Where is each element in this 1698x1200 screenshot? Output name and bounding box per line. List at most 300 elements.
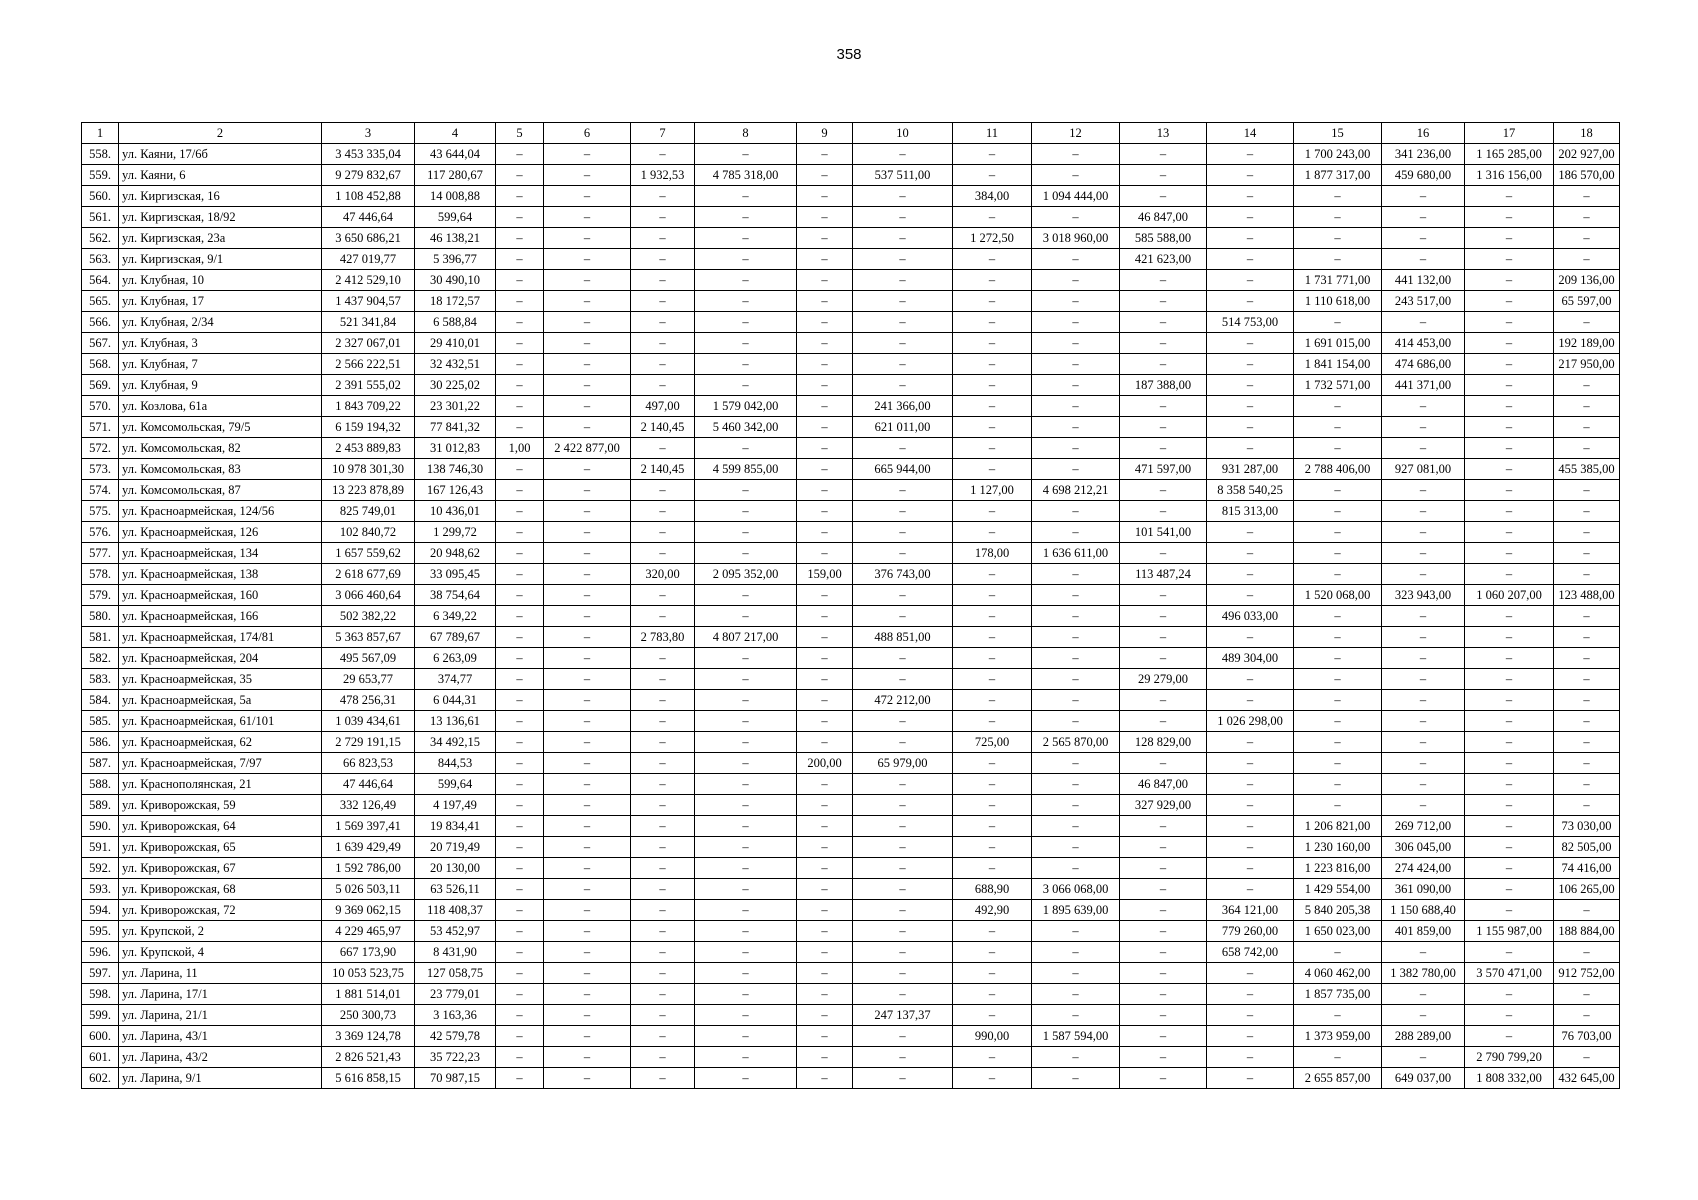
value-cell: –	[1294, 942, 1382, 963]
value-cell: –	[853, 1026, 953, 1047]
value-cell: –	[496, 207, 544, 228]
table-row	[82, 942, 1620, 963]
value-cell: 779 260,00	[1207, 921, 1294, 942]
value-cell: –	[797, 459, 853, 480]
value-cell: 1 437 904,57	[322, 291, 415, 312]
value-cell: –	[496, 711, 544, 732]
address-cell: ул. Криворожская, 68	[119, 879, 322, 900]
value-cell: 1 691 015,00	[1294, 333, 1382, 354]
value-cell: –	[1554, 480, 1620, 501]
value-cell: 3 066 460,64	[322, 585, 415, 606]
value-cell: –	[1554, 396, 1620, 417]
value-cell: 46 138,21	[415, 228, 496, 249]
value-cell: –	[953, 585, 1032, 606]
value-cell: –	[1120, 942, 1207, 963]
value-cell: 1 060 207,00	[1465, 585, 1554, 606]
value-cell: 496 033,00	[1207, 606, 1294, 627]
value-cell: –	[953, 816, 1032, 837]
value-cell: –	[1554, 627, 1620, 648]
value-cell: 46 847,00	[1120, 774, 1207, 795]
value-cell: 649 037,00	[1382, 1068, 1465, 1089]
value-cell: –	[1207, 207, 1294, 228]
value-cell: –	[631, 648, 695, 669]
value-cell: –	[1207, 774, 1294, 795]
table-row	[82, 690, 1620, 711]
value-cell: –	[1382, 795, 1465, 816]
value-cell: –	[496, 249, 544, 270]
value-cell: –	[853, 438, 953, 459]
value-cell: 6 044,31	[415, 690, 496, 711]
row-number-cell: 602.	[82, 1068, 119, 1089]
address-cell: ул. Красноармейская, 124/56	[119, 501, 322, 522]
value-cell: –	[1465, 816, 1554, 837]
value-cell: 2 391 555,02	[322, 375, 415, 396]
value-cell: –	[631, 1005, 695, 1026]
value-cell: 77 841,32	[415, 417, 496, 438]
value-cell: –	[544, 417, 631, 438]
row-number-cell: 572.	[82, 438, 119, 459]
value-cell: –	[1032, 606, 1120, 627]
value-cell: 38 754,64	[415, 585, 496, 606]
value-cell: –	[1554, 795, 1620, 816]
table-row	[82, 837, 1620, 858]
row-number-cell: 565.	[82, 291, 119, 312]
value-cell: –	[1120, 396, 1207, 417]
value-cell: –	[695, 879, 797, 900]
value-cell: 441 371,00	[1382, 375, 1465, 396]
address-cell: ул. Ларина, 43/2	[119, 1047, 322, 1068]
row-number-cell: 567.	[82, 333, 119, 354]
value-cell: –	[1032, 1068, 1120, 1089]
value-cell: –	[797, 249, 853, 270]
page-number: 358	[836, 46, 862, 63]
value-cell: –	[853, 1068, 953, 1089]
value-cell: –	[797, 879, 853, 900]
value-cell: –	[496, 501, 544, 522]
value-cell: 9 369 062,15	[322, 900, 415, 921]
value-cell: –	[797, 648, 853, 669]
value-cell: –	[797, 669, 853, 690]
value-cell: –	[1554, 1047, 1620, 1068]
value-cell: –	[1465, 711, 1554, 732]
value-cell: –	[496, 1005, 544, 1026]
value-cell: –	[1207, 354, 1294, 375]
value-cell: 474 686,00	[1382, 354, 1465, 375]
value-cell: –	[695, 375, 797, 396]
value-cell: –	[1032, 711, 1120, 732]
value-cell: –	[695, 228, 797, 249]
row-number-cell: 594.	[82, 900, 119, 921]
value-cell: –	[797, 984, 853, 1005]
value-cell: –	[496, 564, 544, 585]
value-cell: –	[544, 543, 631, 564]
value-cell: –	[695, 438, 797, 459]
value-cell: –	[1465, 1026, 1554, 1047]
value-cell: –	[1207, 669, 1294, 690]
value-cell: –	[631, 207, 695, 228]
value-cell: –	[797, 963, 853, 984]
value-cell: –	[1554, 984, 1620, 1005]
value-cell: –	[1207, 522, 1294, 543]
value-cell: –	[496, 648, 544, 669]
value-cell: –	[1465, 375, 1554, 396]
value-cell: –	[1382, 627, 1465, 648]
value-cell: 514 753,00	[1207, 312, 1294, 333]
value-cell: 46 847,00	[1120, 207, 1207, 228]
value-cell: –	[953, 375, 1032, 396]
table-row	[82, 627, 1620, 648]
value-cell: 599,64	[415, 774, 496, 795]
table-row	[82, 921, 1620, 942]
value-cell: 2 729 191,15	[322, 732, 415, 753]
value-cell: 5 616 858,15	[322, 1068, 415, 1089]
value-cell: 2 140,45	[631, 417, 695, 438]
value-cell: –	[544, 963, 631, 984]
value-cell: 167 126,43	[415, 480, 496, 501]
table-row	[82, 963, 1620, 984]
value-cell: –	[1032, 249, 1120, 270]
value-cell: –	[695, 1005, 797, 1026]
value-cell: 123 488,00	[1554, 585, 1620, 606]
value-cell: –	[797, 396, 853, 417]
value-cell: –	[1120, 711, 1207, 732]
value-cell: –	[1120, 837, 1207, 858]
value-cell: –	[1294, 501, 1382, 522]
value-cell: –	[631, 669, 695, 690]
value-cell: –	[496, 228, 544, 249]
value-cell: –	[1120, 186, 1207, 207]
value-cell: –	[631, 585, 695, 606]
value-cell: –	[797, 711, 853, 732]
value-cell: 341 236,00	[1382, 144, 1465, 165]
value-cell: –	[853, 963, 953, 984]
value-cell: –	[1465, 1005, 1554, 1026]
column-header: 15	[1294, 123, 1382, 144]
header-row	[82, 123, 1620, 144]
value-cell: 2 790 799,20	[1465, 1047, 1554, 1068]
value-cell: 1 657 559,62	[322, 543, 415, 564]
value-cell: –	[544, 501, 631, 522]
value-cell: –	[695, 333, 797, 354]
value-cell: –	[1382, 228, 1465, 249]
value-cell: –	[1382, 732, 1465, 753]
value-cell: –	[1032, 753, 1120, 774]
value-cell: –	[1382, 606, 1465, 627]
value-cell: –	[953, 333, 1032, 354]
value-cell: –	[695, 480, 797, 501]
table-row	[82, 501, 1620, 522]
value-cell: 1 636 611,00	[1032, 543, 1120, 564]
value-cell: –	[631, 690, 695, 711]
value-cell: –	[496, 375, 544, 396]
value-cell: 138 746,30	[415, 459, 496, 480]
value-cell: 414 453,00	[1382, 333, 1465, 354]
value-cell: –	[544, 270, 631, 291]
value-cell: –	[853, 291, 953, 312]
value-cell: –	[1032, 585, 1120, 606]
address-cell: ул. Комсомольская, 87	[119, 480, 322, 501]
value-cell: –	[1207, 732, 1294, 753]
value-cell: 323 943,00	[1382, 585, 1465, 606]
value-cell: –	[797, 606, 853, 627]
value-cell: 70 987,15	[415, 1068, 496, 1089]
value-cell: –	[695, 1068, 797, 1089]
value-cell: –	[496, 669, 544, 690]
address-cell: ул. Ларина, 17/1	[119, 984, 322, 1005]
value-cell: –	[953, 564, 1032, 585]
value-cell: 1 272,50	[953, 228, 1032, 249]
address-cell: ул. Красноармейская, 61/101	[119, 711, 322, 732]
address-cell: ул. Клубная, 3	[119, 333, 322, 354]
value-cell: 432 645,00	[1554, 1068, 1620, 1089]
value-cell: –	[1554, 228, 1620, 249]
value-cell: –	[853, 774, 953, 795]
value-cell: –	[544, 333, 631, 354]
value-cell: –	[496, 354, 544, 375]
column-header: 16	[1382, 123, 1465, 144]
value-cell: –	[1294, 795, 1382, 816]
value-cell: –	[797, 795, 853, 816]
table-row	[82, 564, 1620, 585]
value-cell: –	[1294, 1005, 1382, 1026]
value-cell: 1 808 332,00	[1465, 1068, 1554, 1089]
value-cell: –	[1294, 543, 1382, 564]
value-cell: –	[631, 900, 695, 921]
value-cell: –	[1294, 753, 1382, 774]
value-cell: –	[953, 354, 1032, 375]
value-cell: –	[544, 648, 631, 669]
column-header: 14	[1207, 123, 1294, 144]
value-cell: –	[695, 648, 797, 669]
value-cell: –	[496, 627, 544, 648]
value-cell: –	[953, 1005, 1032, 1026]
value-cell: –	[631, 480, 695, 501]
value-cell: –	[695, 522, 797, 543]
value-cell: 688,90	[953, 879, 1032, 900]
value-cell: –	[1294, 669, 1382, 690]
value-cell: –	[631, 1026, 695, 1047]
value-cell: –	[496, 165, 544, 186]
address-cell: ул. Криворожская, 65	[119, 837, 322, 858]
value-cell: –	[1294, 207, 1382, 228]
value-cell: –	[1120, 1047, 1207, 1068]
value-cell: –	[953, 249, 1032, 270]
value-cell: –	[496, 606, 544, 627]
table-row	[82, 417, 1620, 438]
value-cell: 18 172,57	[415, 291, 496, 312]
value-cell: 401 859,00	[1382, 921, 1465, 942]
column-header: 12	[1032, 123, 1120, 144]
value-cell: –	[1554, 669, 1620, 690]
value-cell: 14 008,88	[415, 186, 496, 207]
value-cell: 188 884,00	[1554, 921, 1620, 942]
value-cell: –	[953, 207, 1032, 228]
value-cell: 35 722,23	[415, 1047, 496, 1068]
value-cell: –	[797, 207, 853, 228]
value-cell: –	[631, 522, 695, 543]
value-cell: 186 570,00	[1554, 165, 1620, 186]
address-cell: ул. Криворожская, 64	[119, 816, 322, 837]
value-cell: –	[1207, 564, 1294, 585]
value-cell: –	[797, 417, 853, 438]
row-number-cell: 581.	[82, 627, 119, 648]
value-cell: –	[1207, 438, 1294, 459]
row-number-cell: 586.	[82, 732, 119, 753]
value-cell: –	[1207, 291, 1294, 312]
value-cell: –	[1120, 312, 1207, 333]
value-cell: 76 703,00	[1554, 1026, 1620, 1047]
value-cell: –	[1207, 795, 1294, 816]
value-cell: 1 569 397,41	[322, 816, 415, 837]
value-cell: 2 565 870,00	[1032, 732, 1120, 753]
value-cell: –	[797, 291, 853, 312]
value-cell: –	[1032, 837, 1120, 858]
value-cell: 320,00	[631, 564, 695, 585]
table-row	[82, 816, 1620, 837]
row-number-cell: 560.	[82, 186, 119, 207]
value-cell: –	[1032, 942, 1120, 963]
value-cell: –	[631, 753, 695, 774]
address-cell: ул. Криворожская, 67	[119, 858, 322, 879]
value-cell: –	[953, 921, 1032, 942]
value-cell: 2 655 857,00	[1294, 1068, 1382, 1089]
value-cell: –	[1554, 690, 1620, 711]
value-cell: –	[1294, 228, 1382, 249]
value-cell: 29 410,01	[415, 333, 496, 354]
value-cell: 20 948,62	[415, 543, 496, 564]
value-cell: –	[1294, 522, 1382, 543]
value-cell: –	[1294, 732, 1382, 753]
value-cell: –	[1207, 543, 1294, 564]
value-cell: –	[631, 543, 695, 564]
value-cell: –	[1120, 1026, 1207, 1047]
value-cell: 621 011,00	[853, 417, 953, 438]
value-cell: –	[797, 1068, 853, 1089]
value-cell: –	[853, 669, 953, 690]
value-cell: –	[1032, 795, 1120, 816]
value-cell: –	[953, 711, 1032, 732]
row-number-cell: 574.	[82, 480, 119, 501]
value-cell: –	[853, 480, 953, 501]
value-cell: 288 289,00	[1382, 1026, 1465, 1047]
value-cell: –	[1032, 207, 1120, 228]
value-cell: –	[1294, 564, 1382, 585]
value-cell: –	[1032, 1005, 1120, 1026]
value-cell: –	[631, 186, 695, 207]
value-cell: –	[1554, 249, 1620, 270]
value-cell: –	[1465, 627, 1554, 648]
value-cell: –	[797, 480, 853, 501]
value-cell: –	[797, 858, 853, 879]
value-cell: –	[953, 417, 1032, 438]
value-cell: 1 843 709,22	[322, 396, 415, 417]
row-number-cell: 558.	[82, 144, 119, 165]
value-cell: –	[544, 144, 631, 165]
value-cell: –	[1465, 606, 1554, 627]
value-cell: 32 432,51	[415, 354, 496, 375]
value-cell: 20 719,49	[415, 837, 496, 858]
value-cell: –	[631, 312, 695, 333]
value-cell: –	[953, 522, 1032, 543]
value-cell: –	[1120, 354, 1207, 375]
value-cell: –	[544, 879, 631, 900]
table-row	[82, 1005, 1620, 1026]
value-cell: 4 229 465,97	[322, 921, 415, 942]
value-cell: –	[1465, 543, 1554, 564]
row-number-cell: 563.	[82, 249, 119, 270]
value-cell: –	[631, 1047, 695, 1068]
address-cell: ул. Краснополянская, 21	[119, 774, 322, 795]
value-cell: 5 363 857,67	[322, 627, 415, 648]
value-cell: –	[1554, 711, 1620, 732]
value-cell: 472 212,00	[853, 690, 953, 711]
value-cell: –	[953, 627, 1032, 648]
value-cell: 10 436,01	[415, 501, 496, 522]
value-cell: –	[1120, 690, 1207, 711]
value-cell: –	[1382, 564, 1465, 585]
value-cell: –	[544, 669, 631, 690]
value-cell: 725,00	[953, 732, 1032, 753]
value-cell: –	[1207, 396, 1294, 417]
value-cell: –	[544, 312, 631, 333]
value-cell: 306 045,00	[1382, 837, 1465, 858]
address-cell: ул. Красноармейская, 126	[119, 522, 322, 543]
value-cell: –	[1554, 543, 1620, 564]
value-cell: 1 841 154,00	[1294, 354, 1382, 375]
value-cell: 113 487,24	[1120, 564, 1207, 585]
value-cell: 8 431,90	[415, 942, 496, 963]
value-cell: –	[544, 1068, 631, 1089]
value-cell: 361 090,00	[1382, 879, 1465, 900]
row-number-cell: 584.	[82, 690, 119, 711]
value-cell: –	[544, 606, 631, 627]
value-cell: 82 505,00	[1554, 837, 1620, 858]
value-cell: –	[853, 900, 953, 921]
address-cell: ул. Комсомольская, 82	[119, 438, 322, 459]
value-cell: –	[797, 1005, 853, 1026]
row-number-cell: 576.	[82, 522, 119, 543]
value-cell: 1 932,53	[631, 165, 695, 186]
value-cell: –	[1032, 291, 1120, 312]
table-row	[82, 186, 1620, 207]
address-cell: ул. Клубная, 2/34	[119, 312, 322, 333]
value-cell: –	[1554, 501, 1620, 522]
value-cell: –	[544, 1047, 631, 1068]
value-cell: –	[1207, 144, 1294, 165]
value-cell: –	[1120, 585, 1207, 606]
address-cell: ул. Ларина, 21/1	[119, 1005, 322, 1026]
value-cell: –	[953, 795, 1032, 816]
table-row	[82, 228, 1620, 249]
row-number-cell: 599.	[82, 1005, 119, 1026]
value-cell: 29 279,00	[1120, 669, 1207, 690]
value-cell: 31 012,83	[415, 438, 496, 459]
value-cell: –	[1465, 648, 1554, 669]
value-cell: –	[797, 585, 853, 606]
value-cell: –	[1465, 228, 1554, 249]
value-cell: 102 840,72	[322, 522, 415, 543]
value-cell: –	[1032, 333, 1120, 354]
value-cell: –	[496, 1068, 544, 1089]
address-cell: ул. Криворожская, 72	[119, 900, 322, 921]
value-cell: 269 712,00	[1382, 816, 1465, 837]
row-number-cell: 595.	[82, 921, 119, 942]
value-cell: –	[695, 186, 797, 207]
row-number-cell: 590.	[82, 816, 119, 837]
row-number-cell: 568.	[82, 354, 119, 375]
value-cell: –	[496, 816, 544, 837]
row-number-cell: 596.	[82, 942, 119, 963]
